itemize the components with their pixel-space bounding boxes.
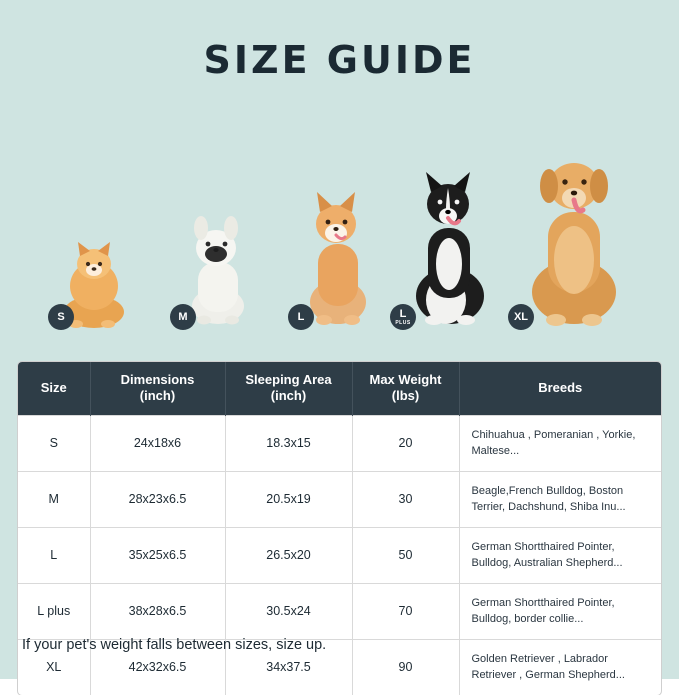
size-badge-s (48, 304, 74, 330)
cell-dimensions: 24x18x6 (90, 415, 225, 471)
table-row (18, 583, 661, 639)
badge-sublabel: PLUS (395, 319, 411, 326)
table-header (18, 362, 661, 415)
size-badge-m (170, 304, 196, 330)
dog-illustration-medium (170, 200, 262, 330)
cell-size: M (18, 471, 90, 527)
table-row (18, 527, 661, 583)
size-badge-l-plus (390, 304, 416, 330)
column-header-sleeping-area (225, 362, 352, 415)
badge-label: L (297, 310, 305, 323)
golden-retriever-icon (508, 140, 640, 330)
cell-breeds: German Shortthaired Pointer, Bulldog, border collie... (459, 583, 661, 639)
size-badge-xl (508, 304, 534, 330)
page-title: SIZE GUIDE (203, 38, 476, 82)
cell-sleeping-area: 34x37.5 (225, 639, 352, 695)
dog-illustration-large (288, 178, 384, 330)
cell-dimensions: 35x25x6.5 (90, 527, 225, 583)
cell-breeds: German Shortthaired Pointer, Bulldog, Australian Shepherd... (459, 527, 661, 583)
cell-size: L (18, 527, 90, 583)
cell-breeds: Golden Retriever , Labrador Retriever , German Shepherd... (459, 639, 661, 695)
cell-max-weight: 20 (352, 415, 459, 471)
cell-sleeping-area: 30.5x24 (225, 583, 352, 639)
cell-max-weight: 90 (352, 639, 459, 695)
header-line: Sleeping Area (245, 372, 332, 387)
cell-size: L plus (18, 583, 90, 639)
dog-illustration-xlarge (508, 140, 640, 330)
column-header-breeds (459, 362, 661, 415)
header-line: (lbs) (391, 388, 420, 404)
header-line: Dimensions (120, 372, 195, 387)
header-line: Max Weight (369, 372, 442, 387)
header-line: Breeds (538, 380, 583, 396)
badge-label: M (178, 310, 188, 323)
cell-dimensions: 38x28x6.5 (90, 583, 225, 639)
badge-label: S (57, 310, 65, 323)
cell-sleeping-area: 20.5x19 (225, 471, 352, 527)
cell-max-weight: 50 (352, 527, 459, 583)
table-row (18, 415, 661, 471)
table-row (18, 471, 661, 527)
cell-dimensions: 28x23x6.5 (90, 471, 225, 527)
dog-illustration-large-plus (390, 160, 508, 330)
column-header-max-weight (352, 362, 459, 415)
dog-illustration-row (30, 130, 650, 330)
cell-size: S (18, 415, 90, 471)
header-line: (inch) (270, 388, 307, 404)
cell-dimensions: 42x32x6.5 (90, 639, 225, 695)
column-header-dimensions (90, 362, 225, 415)
cell-sleeping-area: 18.3x15 (225, 415, 352, 471)
badge-label: L (399, 307, 407, 320)
footnote: If your pet's weight falls between sizes, size up. (22, 637, 327, 653)
cell-size: XL (18, 639, 90, 695)
cell-max-weight: 70 (352, 583, 459, 639)
dog-illustration-small (48, 220, 136, 330)
column-header-size (18, 362, 90, 415)
cell-max-weight: 30 (352, 471, 459, 527)
cell-breeds: Chihuahua , Pomeranian , Yorkie, Maltese... (459, 415, 661, 471)
header-line: (inch) (139, 388, 176, 404)
table-header-row (18, 362, 661, 415)
cell-sleeping-area: 26.5x20 (225, 527, 352, 583)
size-badge-l (288, 304, 314, 330)
cell-breeds: Beagle,French Bulldog, Boston Terrier, Dachshund, Shiba Inu... (459, 471, 661, 527)
badge-label: XL (513, 310, 529, 323)
header-line: Size (40, 380, 67, 396)
